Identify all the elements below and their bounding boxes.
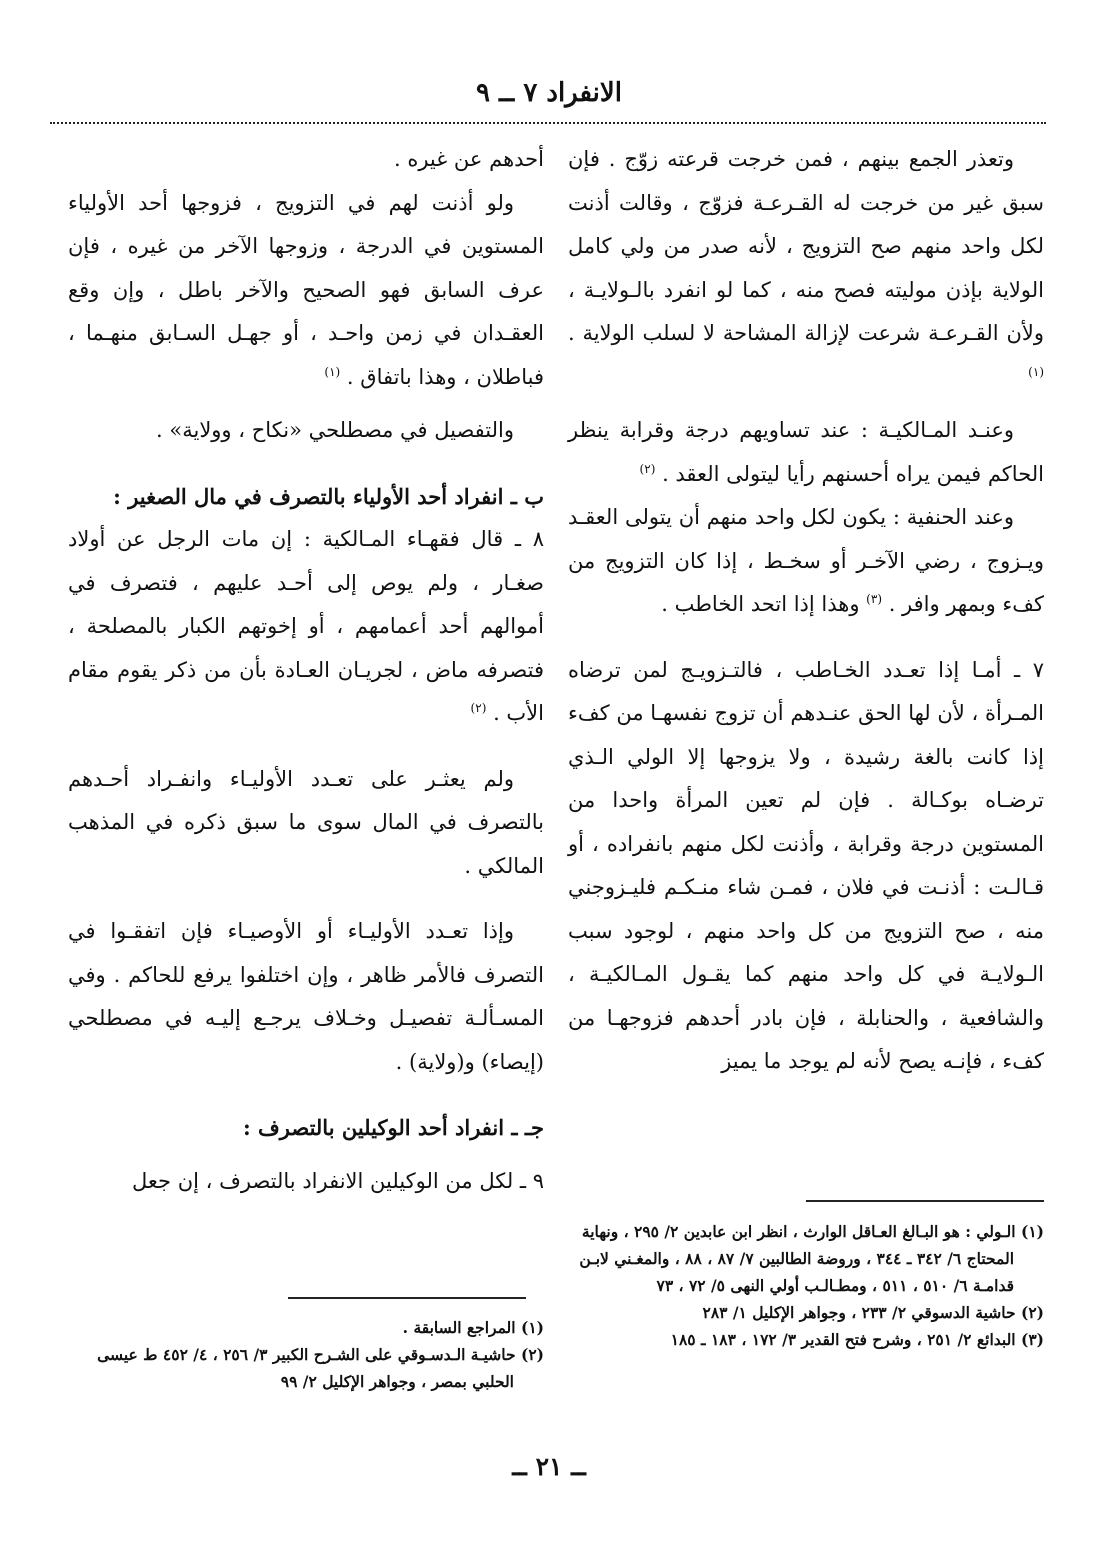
page-number: ــ ٢١ ــ [512,1452,586,1481]
right-paragraph-3: وعند الحنفية : يكون لكل واحد منهم أن يتولى العقـد ويـزوج ، رضي الآخـر أو سخـط ، إذا كان التزويج من كفء وبمهر وافر . $^{(٣)}$ وهذا إذا اتحد الخاطب . [568,505,1044,616]
left-paragraph-3: والتفصيل في مصطلحي «نكاح ، وولاية» . [156,418,514,442]
footnote-right-2: (٢) حاشية الدسوقي ٢/ ٢٣٣ ، وجواهر الإكليل ١/ ٢٨٣ [702,1303,1044,1322]
page-header-title: الانفراد ٧ ــ ٩ [476,78,622,108]
footnote-ref: (١) [324,364,341,379]
footnote-ref: (٣) [866,592,882,606]
section-heading-c: جـ ـ انفراد أحد الوكيلين بالتصرف : [242,1115,544,1140]
right-paragraph-4: ٧ ـ أمـا إذا تعـدد الخـاطب ، فالتـزويـج لمن ترضاه المـرأة ، لأن لها الحق عنـدهم أن تزوج نفسهـا من كفء إذا كانت بالغة رشيدة ، ولا يزوجها إلا الولي الـذي ترضـاه بوكـالة . فإن لم تعين المرأة واحدا من المستوين درجة وقرابة ، وأذنت لكل منهم بانفراده ، أو قـالـت : أذنـت في فلان ، فمـن شاء منـكـم فليـزوجني منه ، صح التزويج من كل واحد منهم ، لوجود سبب الـولايـة في كل واحد منهم كما يقـول المـالكيـة ، والشافعية ، والحنابلة ، فإن بادر أحدهم فزوجهـا من كفء ، فإنـه يصح لأنه لم يوجد ما يميز [568,657,1044,1073]
section-heading-b: ب ـ انفراد أحد الأولياء بالتصرف في مال الصغير : [113,483,544,509]
footnote-right-3: (٣) البدائع ٢/ ٢٥١ ، وشرح فتح القدير ٣/ ١٧٢ ، ١٨٣ ـ ١٨٥ [670,1330,1044,1349]
right-paragraph-2: وعنـد المـالكيـة : عند تساويهم درجة وقرابة ينظر الحاكم فيمن يراه أحسنهم رأيا ليتولى العقد . $^{(٢)}$ [568,418,1044,486]
header-dotted-rule [50,122,1046,124]
footnote-left-1: (١) المراجع السابقة . [402,1318,544,1337]
left-paragraph-5: ولم يعثـر على تعـدد الأوليـاء وانفـراد أحـدهم بالتصرف في المال سوى ما سبق ذكره في المذهب المالكي . [68,766,544,878]
footnote-right-1: (١) الـولي : هو البـالغ العـاقل الوارث ، انظر ابن عابدين ٢/ ٢٩٥ ، ونهاية المحتاج ٦/ ٣٤٢ ـ ٣٤٤ ، وروضة الطالبين ٧/ ٨٧ ، ٨٨ ، والمغـني لابـن قدامـة ٦/ ٥١٠ ، ٥١١ ، ومطـالـب أولي النهى ٥/ ٧٢ ، ٧٣ [579,1222,1044,1295]
footnotes-right [558,1218,1044,1353]
footnote-left-2: (٢) حاشيـة الـدسـوقي على الشـرح الكبير ٣/ ٢٥٦ ، ٤/ ٤٥٢ ط عيسى الحلبي بمصر ، وجواهر الإكليل ٢/ ٩٩ [97,1345,544,1391]
left-paragraph-7: ٩ ـ لكل من الوكيلين الانفراد بالتصرف ، إن جعل [132,1168,544,1193]
footnote-divider-left [288,1297,526,1299]
right-paragraph-1: وتعذر الجمع بينهم ، فمن خرجت قرعته زوّج . فإن سبق غير من خرجت له القـرعـة فزوّج ، وقالت أذنت لكل واحد منهم صح التزويج ، لأنه صدر من ولي كامل الولاية بإذن موليته فصح منه ، كما لو انفرد بالـولايـة ، ولأن القـرعـة شرعت لإزالة المشاحة لا لسلب الولاية . $^{(١)}$ [568,147,1044,379]
left-paragraph-6: وإذا تعـدد الأوليـاء أو الأوصيـاء فإن اتفقـوا في التصرف فالأمر ظاهر ، وإن اختلفوا يرفع للحاكم . وفي المسـألـة تفصيـل وخـلاف يرجـع إليـه في مصطلحي (إيصاء) و(ولاية) . [68,919,544,1074]
footnote-ref: (٢) [470,701,487,715]
footnote-ref: (٢) [639,461,656,476]
left-paragraph-2: ولو أذنت لهم في التزويج ، فزوجها أحد الأولياء المستوين في الدرجة ، وزوجها الآخر من غيره ، فإن عرف السابق فهو الصحيح والآخر باطل ، وإن وقع العقـدان في زمن واحـد ، أو جهـل السـابق منهـما ، فباطلان ، وهذا باتفاق . $^{(١)}$ [68,190,544,389]
footnotes-left [68,1314,544,1395]
left-column [68,138,544,1203]
footnote-ref: (١) [1028,364,1044,379]
footnote-divider-right [806,1200,1044,1202]
left-paragraph-1: أحدهم عن غيره . [393,147,544,171]
left-paragraph-4: ٨ ـ قال فقهـاء المـالكية : إن مات الرجل عن أولاد صغـار ، ولم يوص إلى أحـد عليهم ، فتصرف في أموالهم أحد أعمامهم ، أو إخوتهم الكبار بالمصلحة ، فتصرفه ماض ، لجريـان العـادة بأن من ذكر يقوم مقام الأب . $^{(٢)}$ [68,527,544,725]
right-column [568,138,1044,1084]
